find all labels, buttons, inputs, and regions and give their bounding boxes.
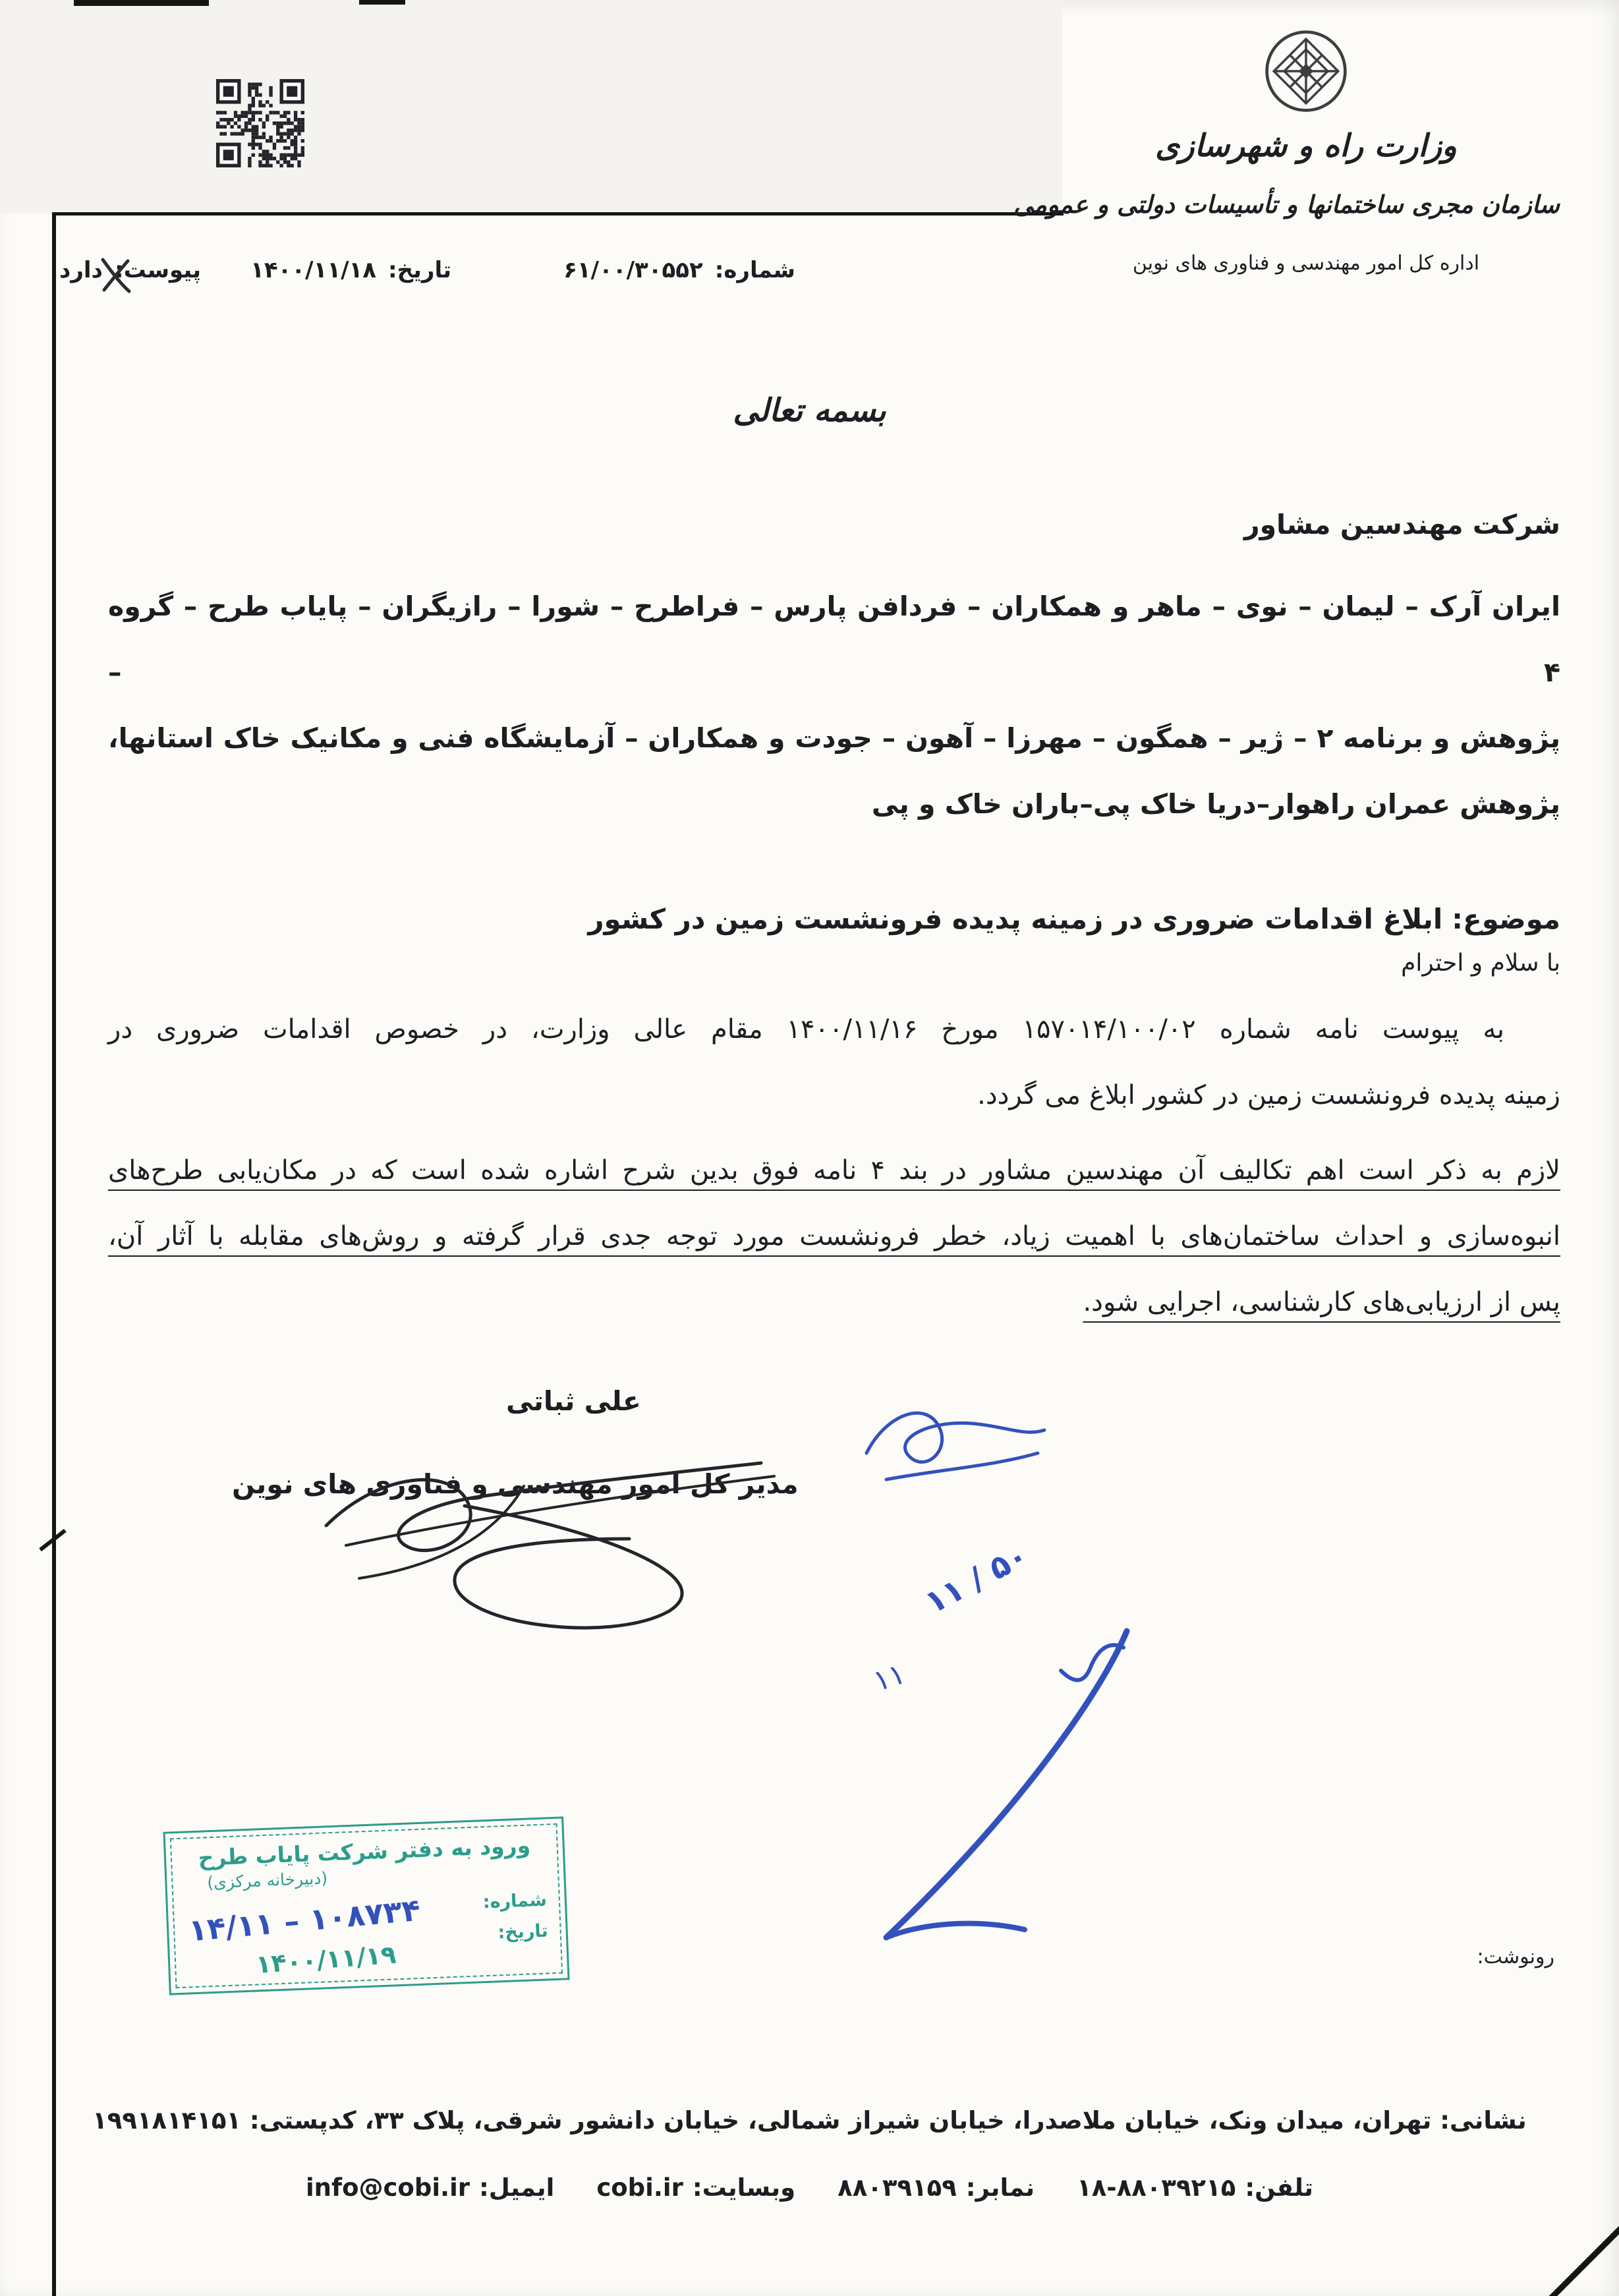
subject-text: ابلاغ اقدامات ضروری در زمینه پدیده فرونشست زمین در کشور <box>588 903 1443 935</box>
letter-number-value: ۶۱/۰۰/۳۰۵۵۲ <box>563 257 703 283</box>
blue-handwritten-number-2: ۱۱ <box>869 1656 909 1699</box>
footer-phone <box>1077 2173 1313 2202</box>
stamp-date-handwritten: ۱۴۰۰/۱۱/۱۹ <box>254 1939 397 1980</box>
fax-value: ۸۸۰۳۹۱۵۹ <box>838 2173 957 2202</box>
stamp-date-label: تاریخ: <box>497 1920 549 1943</box>
handwritten-x-mark <box>96 254 137 295</box>
letterhead <box>1013 28 1560 275</box>
qr-code <box>216 79 304 167</box>
department-name: اداره کل امور مهندسی و فناوری های نوین <box>1132 252 1480 275</box>
letter-date-field <box>250 257 451 283</box>
scan-artifact-corner <box>1512 2223 1619 2296</box>
paragraph-1 <box>108 996 1560 1128</box>
paragraph-2-underlined <box>108 1137 1560 1335</box>
scan-artifact-top-bar-2 <box>359 0 405 5</box>
copies-label: رونوشت: <box>1477 1945 1554 1968</box>
paragraph-line: زمینه پدیده فرونشست زمین در کشور ابلاغ می گردد. <box>977 1080 1560 1110</box>
attachment-label: پیوست: <box>115 257 201 283</box>
website-value: cobi.ir <box>596 2173 683 2202</box>
phone-value: ۸۸۰۳۹۲۱۵-۱۸ <box>1077 2173 1236 2202</box>
email-label: ایمیل: <box>479 2173 555 2202</box>
secretariat-entry-stamp <box>163 1816 569 1995</box>
letter-date-label: تاریخ: <box>388 257 451 283</box>
letter-body <box>108 509 1560 1335</box>
blue-ink-signature-stroke <box>827 1608 1156 1977</box>
paragraph-line: به پیوست نامه شماره ۱۵۷۰۱۴/۱۰۰/۰۲ مورخ ۱۴۰۰/۱۱/۱۶ مقام عالی وزارت، در خصوص اقدامات ضروری در <box>108 1014 1505 1045</box>
scan-artifact-top-bar <box>74 0 209 6</box>
signer-title: مدیر کل امور مهندسی و فناوری های نوین <box>232 1468 799 1500</box>
letter-date-value: ۱۴۰۰/۱۱/۱۸ <box>250 257 377 283</box>
website-label: وبسایت: <box>692 2173 796 2202</box>
besmellah-phrase: بسمه تعالی <box>733 392 886 429</box>
companies-line-2: پژوهش و برنامه ۲ – ژیر – همگون – مهرزا – آهون – جودت و همکاران – آزمایشگاه فنی و مکانیک خاک استانها، <box>108 722 1561 754</box>
footer-email <box>306 2173 554 2202</box>
companies-line-3: پژوهش عمران راهوار–دریا خاک پی–باران خاک و پی <box>871 788 1560 820</box>
blue-ink-scribble <box>847 1374 1064 1499</box>
phone-label: تلفن: <box>1245 2173 1314 2202</box>
paragraph-line: انبوه‌سازی و احداث ساختمان‌های با اهمیت زیاد، خطر فرونشست مورد توجه جدی قرار گرفته و روش‌های مقابله با آثار آن، <box>108 1221 1560 1251</box>
stamp-subtitle: (دبیرخانه مرکزی) <box>206 1868 328 1893</box>
subject-line <box>108 903 1560 935</box>
signer-name: علی ثباتی <box>506 1385 641 1417</box>
stamp-title: ورود به دفتر شرکت پایاب طرح <box>197 1832 531 1871</box>
scan-shading <box>0 0 1062 214</box>
letter-number-field <box>563 257 795 283</box>
footer-contacts <box>0 2173 1619 2202</box>
fax-label: نمابر: <box>965 2173 1035 2202</box>
handwritten-signature <box>300 1427 801 1644</box>
ministry-name: وزارت راه و شهرسازی <box>1155 128 1457 164</box>
footer-address: نشانی: تهران، میدان ونک، خیابان ملاصدرا، خیابان شیراز شمالی، خیابان دانشور شرقی، پلاک ۳۳، کدپستی: ۱۹۹۱۸۱۴۱۵۱ <box>92 2106 1527 2135</box>
letter-number-label: شماره: <box>714 257 795 283</box>
stamp-number-label: شماره: <box>482 1889 548 1913</box>
salutation: با سلام و احترام <box>1401 950 1560 977</box>
companies-line-1: ایران آرک – لیمان – نوی – ماهر و همکاران – فردافن پارس – فراطرح – شورا – رازیگران – پایاب طرح – گروه ۴ – <box>108 590 1560 688</box>
scan-artifact-left-line <box>52 212 56 2296</box>
recipient-title: شرکت مهندسین مشاور <box>1243 509 1560 540</box>
blue-handwritten-number-1: ۵۰ / ۱۱ <box>919 1536 1035 1622</box>
footer-website <box>596 2173 795 2202</box>
paragraph-line: پس از ارزیابی‌های کارشناسی، اجرایی شود. <box>1083 1287 1560 1317</box>
attachment-value: دارد <box>59 257 103 283</box>
footer-fax <box>838 2173 1035 2202</box>
scan-artifact-top-line <box>52 212 1064 215</box>
paragraph-line: لازم به ذکر است اهم تکالیف آن مهندسین مشاور در بند ۴ نامه فوق بدین شرح اشاره شده است که در مکان‌یابی طرح‌های <box>108 1155 1560 1186</box>
ministry-emblem-icon <box>1263 28 1349 115</box>
subject-label: موضوع: <box>1452 903 1560 935</box>
stamp-number-handwritten: ۱۰۸۷۳۴ – ۱۴/۱۱ <box>187 1891 422 1949</box>
email-value: info@cobi.ir <box>305 2173 470 2202</box>
organization-name: سازمان مجری ساختمانها و تأسیسات دولتی و عمومی <box>1013 190 1560 219</box>
